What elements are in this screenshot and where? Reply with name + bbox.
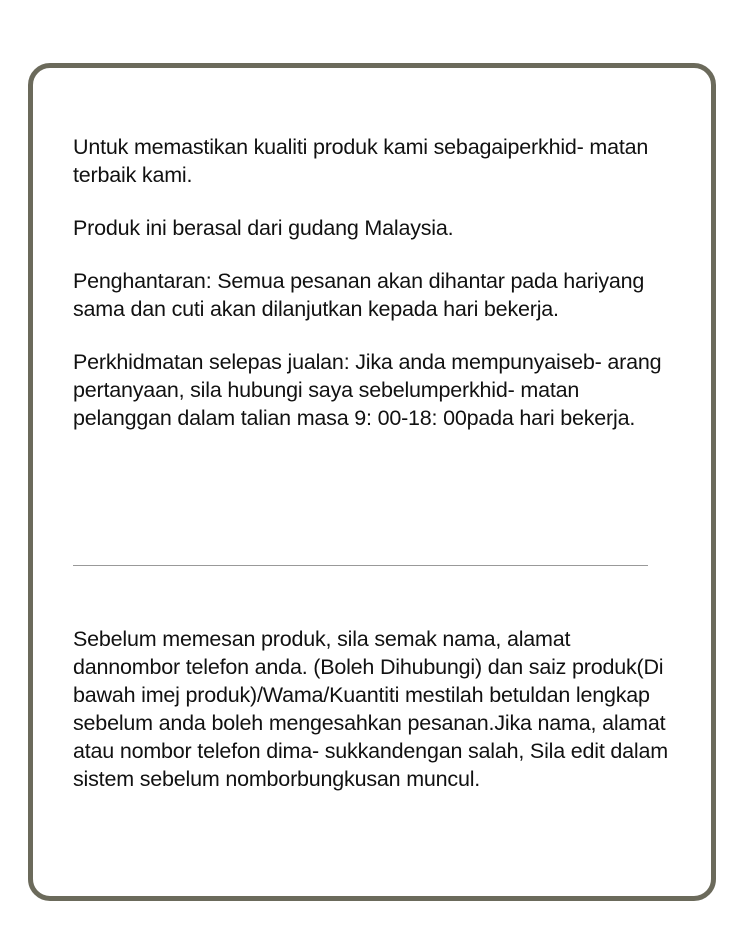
shipping-paragraph: Penghantaran: Semua pesanan akan dihantar pada hariyang sama dan cuti akan dilanjutkan kepada hari bekerja. — [73, 269, 645, 321]
origin-paragraph: Produk ini berasal dari gudang Malaysia. — [73, 216, 454, 240]
after-sales-paragraph: Perkhidmatan selepas jualan: Jika anda mempunyaiseb- arang pertanyaan, sila hubungi saya sebelumperkhid- matan pelanggan dalam talian masa 9: 00-18: 00pada hari bekerja. — [73, 350, 662, 430]
order-check-paragraph: Sebelum memesan produk, sila semak nama, alamat dannombor telefon anda. (Boleh Dihubungi) dan saiz produk(Di bawah imej produk)/Wama/Kuantiti mestilah betuldan lengkap sebelum anda boleh mengesahkan pesanan.Jika nama, alamat atau nombor telefon dima- sukkandengan salah, Sila edit dalam sistem sebelum nomborbungkusan muncul. — [73, 627, 668, 791]
info-card — [28, 63, 716, 901]
shop-info-section — [73, 133, 673, 457]
quality-paragraph: Untuk memastikan kualiti produk kami sebagaiperkhid- matan terbaik kami. — [73, 135, 649, 187]
order-note-section — [73, 625, 673, 818]
section-divider — [73, 565, 648, 566]
